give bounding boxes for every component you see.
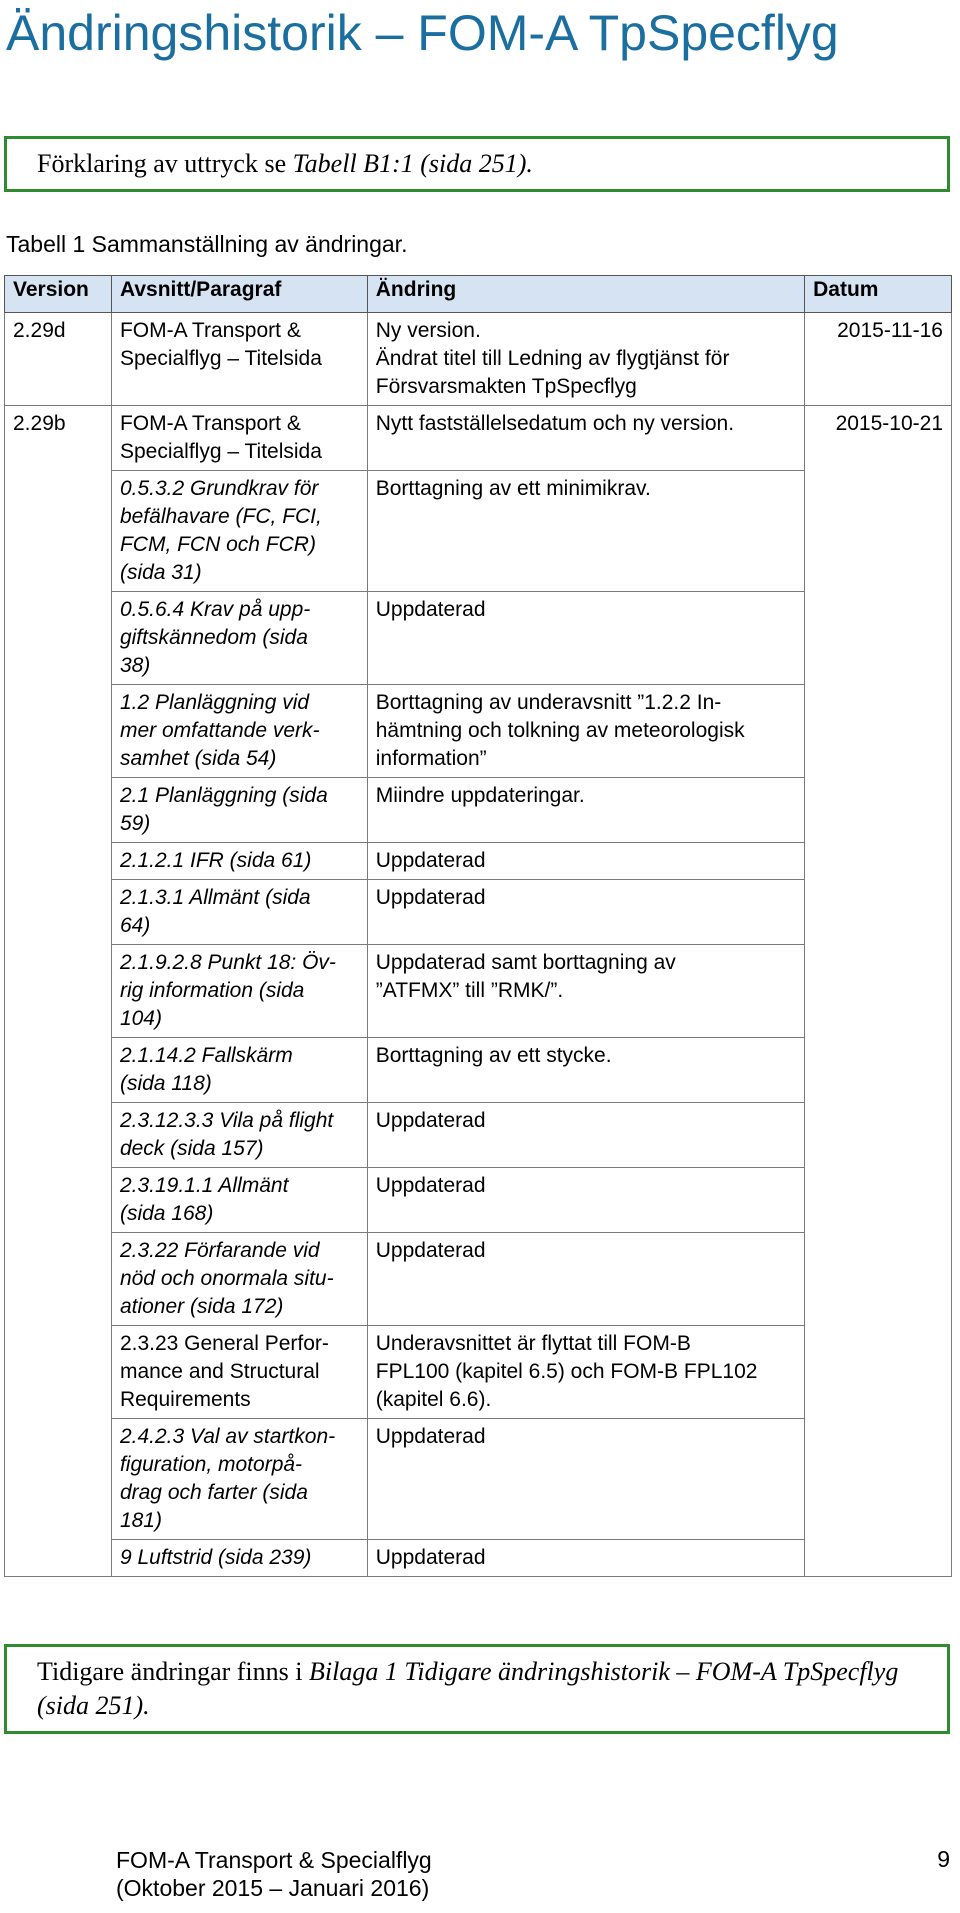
change-text-line: Uppdaterad bbox=[375, 1239, 486, 1262]
note-text: Tidigare ändringar finns i bbox=[37, 1657, 309, 1686]
version-cell: 2.29b bbox=[5, 406, 112, 1577]
section-text-line: 2.3.23 General Perfor- bbox=[119, 1332, 329, 1355]
change-text-line: Ny version. bbox=[375, 319, 481, 342]
earlier-changes-note-box bbox=[4, 1644, 950, 1734]
section-text-line: befälhavare (FC, FCI, bbox=[119, 505, 322, 528]
section-cell bbox=[111, 685, 367, 778]
change-cell bbox=[367, 592, 804, 685]
section-text-line: giftskännedom (sida bbox=[119, 626, 308, 649]
change-cell bbox=[367, 778, 804, 843]
change-cell bbox=[367, 1168, 804, 1233]
page-number: 9 bbox=[937, 1846, 950, 1872]
section-text-line: 2.3.12.3.3 Vila på flight bbox=[119, 1109, 334, 1132]
section-text-line: 2.3.19.1.1 Allmänt bbox=[119, 1174, 289, 1197]
section-text-line: 2.3.22 Förfarande vid bbox=[119, 1239, 320, 1262]
change-cell bbox=[367, 880, 804, 945]
section-text-line: 2.1.3.1 Allmänt (sida bbox=[119, 886, 311, 909]
note-text: Förklaring av uttryck se bbox=[37, 149, 293, 178]
section-cell bbox=[111, 471, 367, 592]
footer-document-title: FOM-A Transport & Specialflyg bbox=[116, 1847, 432, 1873]
section-cell bbox=[111, 1419, 367, 1540]
section-text-line: 0.5.6.4 Krav på upp- bbox=[119, 598, 311, 621]
section-text-line: rig information (sida bbox=[119, 979, 305, 1002]
section-text-line: 2.1.14.2 Fallskärm bbox=[119, 1044, 293, 1067]
change-text-line: Borttagning av ett minimikrav. bbox=[375, 477, 651, 500]
section-text-line: 2.1.2.1 IFR (sida 61) bbox=[119, 849, 312, 872]
section-text-line: 2.1 Planläggning (sida bbox=[119, 784, 328, 807]
change-cell bbox=[367, 843, 804, 880]
change-text-line: Borttagning av underavsnitt ”1.2.2 In- bbox=[375, 691, 722, 714]
change-text-line: Uppdaterad bbox=[375, 849, 486, 872]
section-cell bbox=[111, 406, 367, 471]
section-cell bbox=[111, 843, 367, 880]
change-text-line: Uppdaterad bbox=[375, 1546, 486, 1569]
section-text-line: drag och farter (sida bbox=[119, 1481, 308, 1504]
change-cell bbox=[367, 313, 804, 406]
section-text-line: 1.2 Planläggning vid bbox=[119, 691, 310, 714]
section-cell bbox=[111, 592, 367, 685]
section-text-line: Specialflyg – Titelsida bbox=[119, 347, 322, 370]
section-text-line: 38) bbox=[119, 654, 151, 677]
section-text-line: 2.4.2.3 Val av startkon- bbox=[119, 1425, 336, 1448]
change-cell bbox=[367, 1233, 804, 1326]
table-row bbox=[5, 313, 952, 406]
section-text-line: FCM, FCN och FCR) bbox=[119, 533, 316, 556]
change-history-table bbox=[4, 275, 952, 1577]
header-change: Ändring bbox=[367, 276, 804, 313]
version-cell: 2.29d bbox=[5, 313, 112, 406]
change-text-line: hämtning och tolkning av meteorologisk bbox=[375, 719, 745, 742]
section-cell bbox=[111, 313, 367, 406]
page-title: Ändringshistorik – FOM-A TpSpecflyg bbox=[6, 5, 839, 61]
section-text-line: 9 Luftstrid (sida 239) bbox=[119, 1546, 312, 1569]
header-date: Datum bbox=[805, 276, 952, 313]
section-cell bbox=[111, 1233, 367, 1326]
page-footer bbox=[116, 1846, 432, 1902]
change-cell bbox=[367, 685, 804, 778]
table-caption: Tabell 1 Sammanställning av ändringar. bbox=[6, 231, 408, 257]
change-text-line: Uppdaterad bbox=[375, 1425, 486, 1448]
date-cell: 2015-10-21 bbox=[805, 406, 952, 1577]
section-text-line: mance and Structural bbox=[119, 1360, 320, 1383]
change-text-line: Nytt fastställelsedatum och ny version. bbox=[375, 412, 735, 435]
change-cell bbox=[367, 1038, 804, 1103]
section-text-line: figuration, motorpå- bbox=[119, 1453, 303, 1476]
change-text-line: Underavsnittet är flyttat till FOM-B bbox=[375, 1332, 691, 1355]
change-text-line: Miindre uppdateringar. bbox=[375, 784, 585, 807]
section-text-line: 0.5.3.2 Grundkrav för bbox=[119, 477, 319, 500]
appendix-reference-link[interactable]: Bilaga 1 Tidigare ändringshistorik – FOM-A TpSpecflyg (sida 251). bbox=[37, 1657, 899, 1720]
change-text-line: Uppdaterad samt borttagning av bbox=[375, 951, 676, 974]
table-row bbox=[5, 406, 952, 471]
section-cell bbox=[111, 1326, 367, 1419]
section-cell bbox=[111, 1103, 367, 1168]
section-text-line: Requirements bbox=[119, 1388, 251, 1411]
change-text-line: (kapitel 6.6). bbox=[375, 1388, 492, 1411]
header-section: Avsnitt/Paragraf bbox=[111, 276, 367, 313]
table-body bbox=[5, 313, 952, 1577]
date-cell: 2015-11-16 bbox=[805, 313, 952, 406]
change-cell bbox=[367, 945, 804, 1038]
footer-edition-period: (Oktober 2015 – Januari 2016) bbox=[116, 1875, 430, 1901]
change-text-line: Uppdaterad bbox=[375, 1174, 486, 1197]
section-text-line: 104) bbox=[119, 1007, 162, 1030]
change-text-line: FPL100 (kapitel 6.5) och FOM-B FPL102 bbox=[375, 1360, 758, 1383]
table-reference-link[interactable]: Tabell B1:1 (sida 251). bbox=[292, 149, 533, 178]
section-text-line: ationer (sida 172) bbox=[119, 1295, 284, 1318]
section-text-line: 181) bbox=[119, 1509, 162, 1532]
section-text-line: mer omfattande verk- bbox=[119, 719, 320, 742]
change-cell bbox=[367, 471, 804, 592]
section-text-line: samhet (sida 54) bbox=[119, 747, 277, 770]
change-text-line: Uppdaterad bbox=[375, 886, 486, 909]
change-text-line: Borttagning av ett stycke. bbox=[375, 1044, 612, 1067]
section-cell bbox=[111, 1168, 367, 1233]
section-cell bbox=[111, 880, 367, 945]
section-text-line: 64) bbox=[119, 914, 151, 937]
change-cell bbox=[367, 406, 804, 471]
section-text-line: (sida 118) bbox=[119, 1072, 212, 1095]
section-cell bbox=[111, 778, 367, 843]
section-text-line: FOM-A Transport & bbox=[119, 412, 301, 435]
header-version: Version bbox=[5, 276, 112, 313]
section-text-line: (sida 31) bbox=[119, 561, 202, 584]
section-text-line: 59) bbox=[119, 812, 151, 835]
section-cell bbox=[111, 1038, 367, 1103]
section-text-line: deck (sida 157) bbox=[119, 1137, 264, 1160]
change-text-line: ”ATFMX” till ”RMK/”. bbox=[375, 979, 564, 1002]
change-text-line: information” bbox=[375, 747, 487, 770]
section-text-line: FOM-A Transport & bbox=[119, 319, 301, 342]
section-text-line: nöd och onormala situ- bbox=[119, 1267, 334, 1290]
change-text-line: Ändrat titel till Ledning av flygtjänst för bbox=[375, 347, 730, 370]
change-cell bbox=[367, 1326, 804, 1419]
explanation-note-box bbox=[4, 136, 950, 192]
change-cell bbox=[367, 1540, 804, 1577]
change-cell bbox=[367, 1419, 804, 1540]
change-text-line: Uppdaterad bbox=[375, 1109, 486, 1132]
change-text-line: Försvarsmakten TpSpecflyg bbox=[375, 375, 637, 398]
table-header-row bbox=[5, 276, 952, 313]
section-text-line: Specialflyg – Titelsida bbox=[119, 440, 322, 463]
change-cell bbox=[367, 1103, 804, 1168]
section-cell bbox=[111, 1540, 367, 1577]
section-cell bbox=[111, 945, 367, 1038]
section-text-line: (sida 168) bbox=[119, 1202, 214, 1225]
change-text-line: Uppdaterad bbox=[375, 598, 486, 621]
section-text-line: 2.1.9.2.8 Punkt 18: Öv- bbox=[119, 951, 336, 974]
